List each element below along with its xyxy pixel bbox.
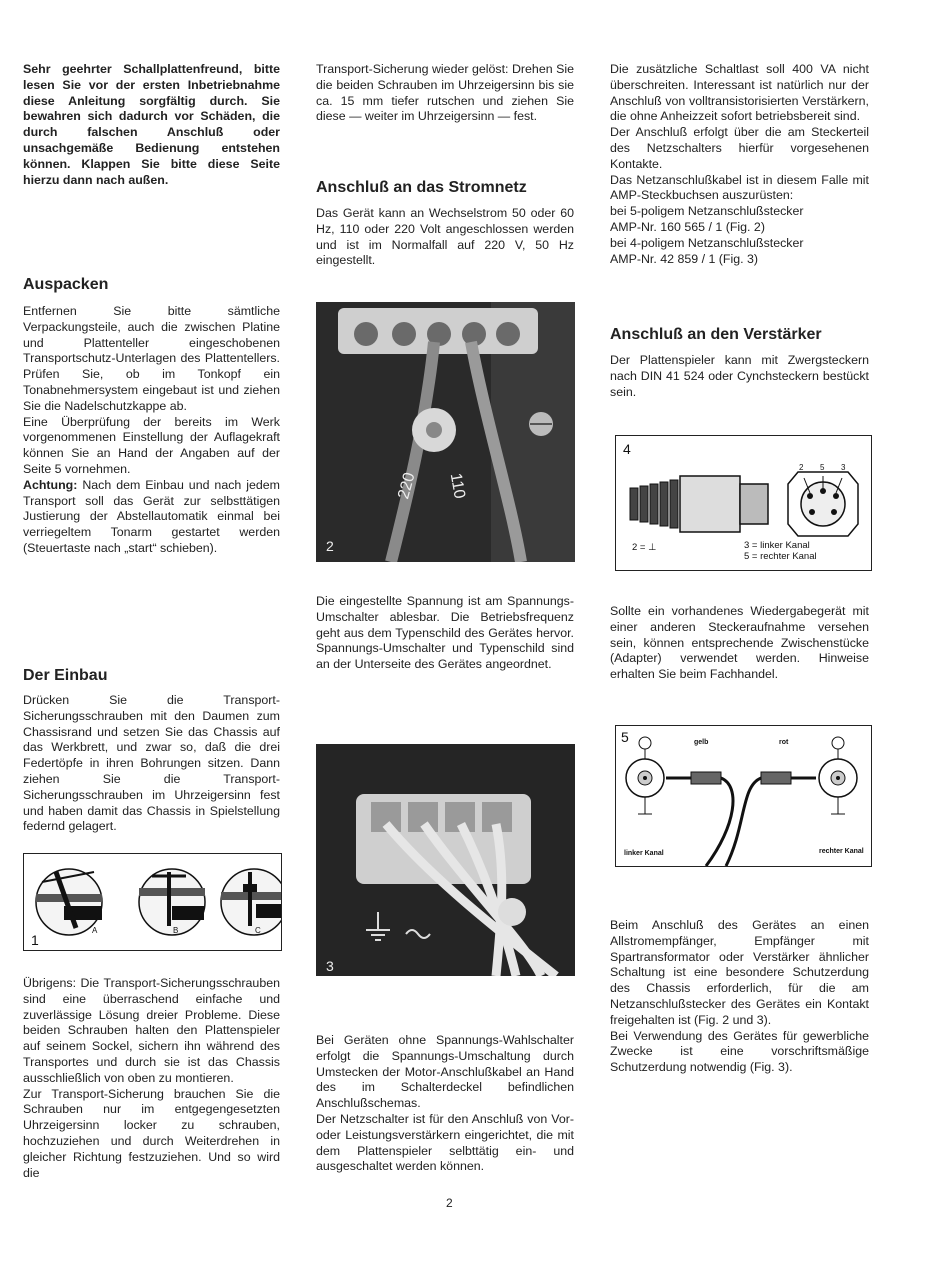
verstaerker-paragraph: Der Plattenspieler kann mit Zwergsteckern nach DIN 41 524 oder Cynchsteckern bestückt sein. bbox=[610, 353, 869, 399]
figure-4-pin-5: 5 bbox=[820, 463, 825, 472]
uebrigens-paragraph-1: Übrigens: Die Transport-Sicherungsschrauben sind eine überraschend einfache und zuverlässige Lösung dreier Probleme. Diese beiden Schrauben halten den Plattenspieler auf seinem Sockel, sichern ihn während des Transportes und durch sie ist das Chassis ausschließlich von oben zu montieren. bbox=[23, 976, 280, 1085]
achtung-label: Achtung: bbox=[23, 477, 78, 492]
transport-continued-paragraph: Transport-Sicherung wieder gelöst: Drehen Sie die beiden Schrauben im Uhrzeigersinn bis sie ca. 15 mm tiefer rutschen und ziehen Sie diese — weiter im Uhrzeigersinn — fest. bbox=[316, 62, 574, 124]
amp-line-2: bei 5-poligem Netzanschlußstecker bbox=[610, 204, 804, 219]
figure-5-gelb-label: gelb bbox=[694, 739, 709, 746]
auspacken-text bbox=[23, 304, 280, 557]
figure-1-label-b: B bbox=[173, 926, 179, 935]
amp-line-1: Das Netzanschlußkabel ist in diesem Falle mit AMP-Steckbuchsen auszurüsten: bbox=[610, 172, 869, 203]
amp-line-4: bei 4-poligem Netzanschlußstecker bbox=[610, 235, 804, 250]
figure-1-screw-diagram bbox=[23, 853, 282, 951]
erdung-text bbox=[610, 918, 869, 1076]
achtung-text: Nach dem Einbau und nach jedem Transport soll das Gerät zur selbsttätigen Justierung der Abstellautomatik einmal bei verriegeltem Tonarm gestartet werden (Steuertaste nach „start“ schieben). bbox=[23, 477, 280, 555]
adapter-text bbox=[610, 604, 869, 683]
einbau-text bbox=[23, 693, 280, 835]
figure-2-drawing bbox=[316, 302, 575, 562]
intro-paragraph: Sehr geehrter Schallplattenfreund, bitte lesen Sie vor der ersten Inbetriebnahme diese Anleitung sorgfältig durch. Sie bewahren sich dadurch vor Schäden, die durch falschen Anschluß oder unsachgemäße Bedienung entstehen können. Klappen Sie bitte diese Seite hierzu dann nach außen. bbox=[23, 62, 280, 187]
auspacken-paragraph-2: Eine Überprüfung der bereits im Werk vorgenommenen Einstellung der Auflagekraft können Sie an Hand der Angaben auf der Seite 5 vornehmen. bbox=[23, 414, 280, 476]
adapter-paragraph: Sollte ein vorhandenes Wiedergabegerät mit einer anderen Steckeraufnahme versehen sein, können entsprechende Zwischenstücke (Adapter) verwendet werden. Hinweise erhalten Sie beim Fachhandel. bbox=[610, 604, 869, 682]
figure-4-legend-5: 5 = rechter Kanal bbox=[744, 551, 817, 562]
heading-einbau: Der Einbau bbox=[23, 667, 108, 684]
figure-1-label-c: C bbox=[255, 926, 261, 935]
figure-4-din-plug bbox=[615, 435, 872, 571]
page-number: 2 bbox=[446, 1196, 453, 1210]
uebrigens-text bbox=[23, 976, 280, 1181]
figure-4-legend-ground: 2 = ⊥ bbox=[632, 542, 657, 553]
amp-line-5: AMP-Nr. 42 859 / 1 (Fig. 3) bbox=[610, 251, 759, 266]
figure-3-photo-connector bbox=[316, 744, 575, 976]
spannung-paragraph: Die eingestellte Spannung ist am Spannungs-Umschalter ablesbar. Die Betriebsfrequenz geht aus dem Typenschild des Gerätes hervor. Spannungs-Umschalter und Typenschild sind an der Unterseite des Gerätes angeordnet. bbox=[316, 594, 574, 672]
amp-line-3: AMP-Nr. 160 565 / 1 (Fig. 2) bbox=[610, 219, 765, 234]
spannung-text bbox=[316, 594, 574, 673]
stromnetz-paragraph: Das Gerät kann an Wechselstrom 50 oder 60 Hz, 110 oder 220 Volt angeschlossen werden und ist im Normalfall auf 220 V, 50 Hz eingestellt. bbox=[316, 206, 574, 268]
einbau-paragraph: Drücken Sie die Transport-Sicherungsschrauben mit den Daumen zum Chassisrand und setzen Sie das Chassis auf das Werkbrett, und zwar so, daß die drei Federtöpfe in ihren Bohrungen sitzen. Dann ziehen Sie die Transport-Sicherungsschrauben im Uhrzeigersinn fest und haben damit das Chassis in Spielstellung federnd gelagert. bbox=[23, 693, 280, 834]
wahlschalter-text bbox=[316, 1033, 574, 1175]
schaltlast-text bbox=[610, 62, 869, 267]
figure-2-220-label: 220 bbox=[395, 470, 419, 501]
figure-2-number: 2 bbox=[326, 538, 334, 554]
figure-5-rot-label: rot bbox=[779, 739, 789, 746]
heading-stromnetz: Anschluß an das Stromnetz bbox=[316, 179, 527, 196]
stromnetz-text bbox=[316, 206, 574, 269]
transport-continued-text bbox=[316, 62, 574, 125]
erdung-paragraph-1: Beim Anschluß des Gerätes an einen Allstromempfänger, Empfänger mit Spartransformator oder Verstärker ähnlicher Schaltung ist eine besondere Schutzerdung des Chassis erforderlich, für die am Netzanschlußstecker des Gerätes ein Kontakt freigehalten ist (Fig. 2 und 3). bbox=[610, 918, 869, 1027]
schaltlast-paragraph-1: Die zusätzliche Schaltlast soll 400 VA nicht überschreiten. Interessant ist natürlich nur der Anschluß von volltransistorisierten Verstärkern, die ohne Anheizzeit sofort betriebsbereit sind. bbox=[610, 62, 869, 124]
wahlschalter-paragraph-1: Bei Geräten ohne Spannungs-Wahlschalter erfolgt die Spannungs-Umschaltung durch Umstecken der Motor-Anschlußkabel an Hand des im Schalterdeckel befindlichen Anschlußschemas. bbox=[316, 1033, 574, 1111]
figure-4-number: 4 bbox=[623, 441, 631, 457]
schaltlast-paragraph-2: Der Anschluß erfolgt über die am Steckerteil des Netzschalters hierfür vorgesehenen Kontakte. bbox=[610, 125, 869, 171]
heading-verstaerker: Anschluß an den Verstärker bbox=[610, 326, 822, 343]
intro-text bbox=[23, 62, 280, 188]
heading-auspacken: Auspacken bbox=[23, 276, 109, 293]
figure-5-number: 5 bbox=[621, 729, 629, 745]
figure-4-pin-3: 3 bbox=[841, 463, 846, 472]
erdung-paragraph-2: Bei Verwendung des Gerätes für gewerbliche Zwecke ist eine vorschriftsmäßige Schutzerdung notwendig (Fig. 3). bbox=[610, 1028, 869, 1075]
figure-3-number: 3 bbox=[326, 958, 334, 974]
figure-5-cinch-connection bbox=[615, 725, 872, 867]
figure-4-pin-2: 2 bbox=[799, 463, 804, 472]
wahlschalter-paragraph-2: Der Netzschalter ist für den Anschluß von Vor- oder Leistungsverstärkern eingerichtet, die mit dem Plattenspieler selbttätig ein- und ausgeschaltet werden können. bbox=[316, 1111, 574, 1174]
figure-1-label-a: A bbox=[92, 926, 98, 935]
verstaerker-text bbox=[610, 353, 869, 400]
figure-1-number: 1 bbox=[31, 932, 39, 948]
figure-5-drawing bbox=[616, 726, 871, 866]
figure-3-drawing bbox=[316, 744, 575, 976]
figure-5-left-channel: linker Kanal bbox=[624, 850, 664, 857]
auspacken-paragraph-1: Entfernen Sie bitte sämtliche Verpackungsteile, auch die zwischen Platine und Plattenteller eingeschobenen Transportschutz-Unterlagen des Plattentellers. Prüfen Sie, ob im Tonkopf ein Tonabnehmersystem eingebaut ist und ziehen Sie die Nadelschutzkappe ab. bbox=[23, 304, 280, 413]
figure-5-right-channel: rechter Kanal bbox=[819, 848, 864, 855]
uebrigens-paragraph-2: Zur Transport-Sicherung brauchen Sie die Schrauben nur im entgegengesetzten Uhrzeigersinn locker zu schrauben, hochzuziehen und durch Weiterdrehen in gleicher Richtung festzuziehen. Und so wird die bbox=[23, 1086, 280, 1180]
figure-1-drawing bbox=[24, 854, 281, 950]
figure-2-photo-voltage-selector bbox=[316, 302, 575, 562]
figure-2-110-label: 110 bbox=[446, 471, 468, 500]
achtung-paragraph bbox=[23, 478, 280, 557]
figure-4-legend-3: 3 = linker Kanal bbox=[744, 540, 810, 551]
